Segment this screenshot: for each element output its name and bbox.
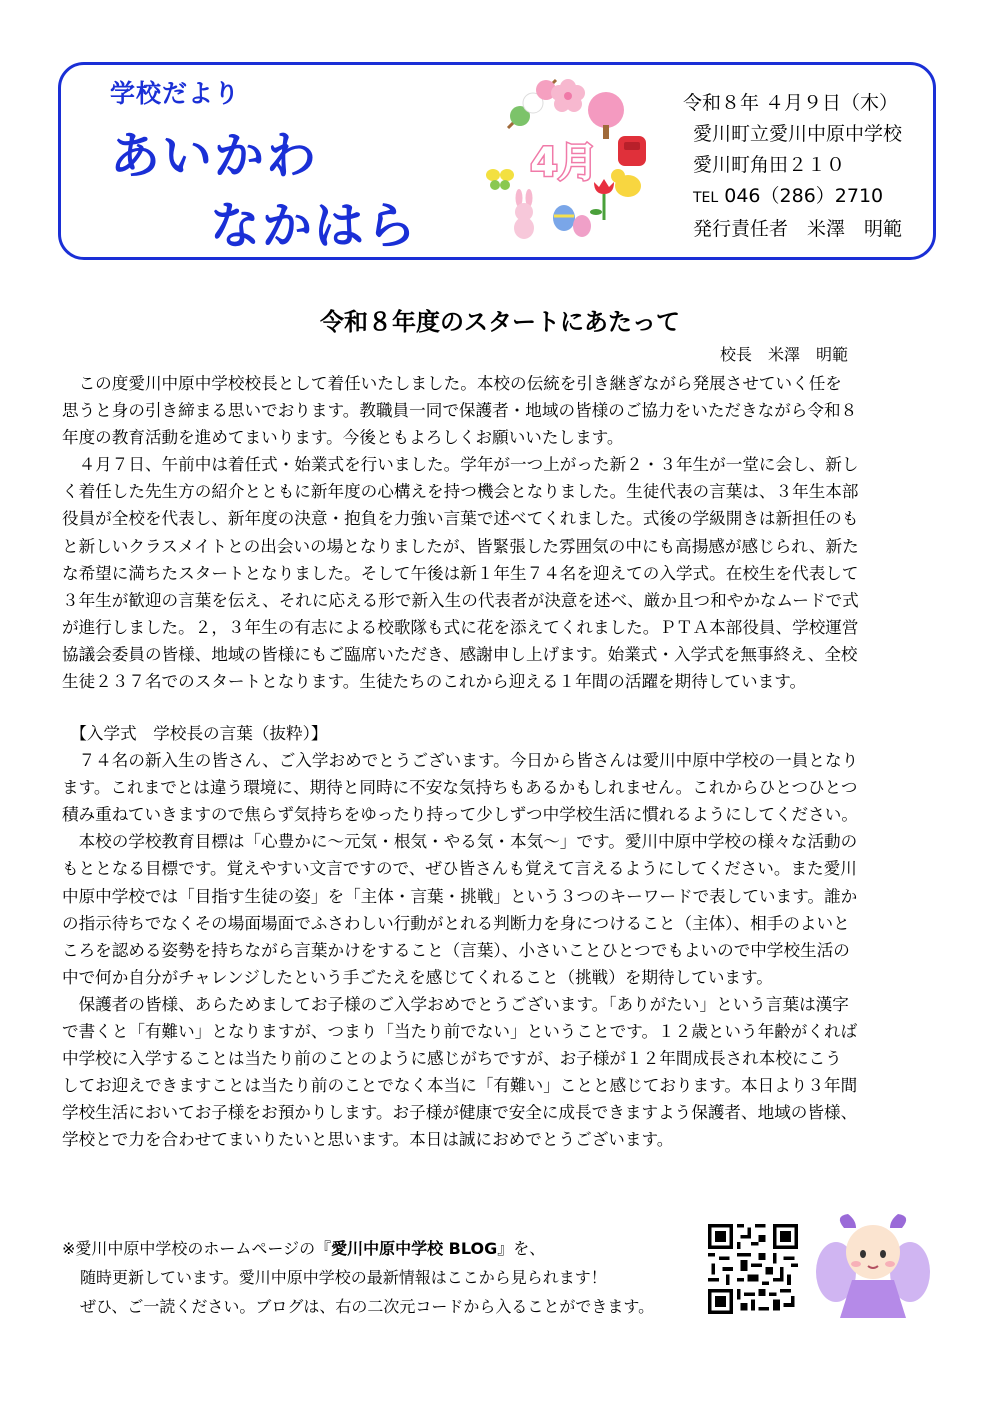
article-line: 年度の教育活動を進めてまいります。今後ともよろしくお願いいたします。 [62,428,624,448]
newsletter-title-line1: あいかわ [110,127,318,185]
issue-date: 令和８年 ４月９日（木） [683,92,899,114]
article-title: 令和８年度のスタートにあたって [320,308,680,336]
speech-line: の指示待ちでなくその場面場面でふさわしい行動がとれる判断力を身につけること（主体）、相手のよいと [62,913,850,933]
spring-wreath-icon [478,70,658,252]
school-name: 愛川町立愛川中原中学校 [693,123,903,145]
speech-line: 保護者の皆様、あらためましてお子様のご入学おめでとうございます。「ありがたい」という言葉は漢字 [62,994,849,1014]
article-line: ３年生が歓迎の言葉を伝え、それに応える形で新入生の代表者が決意を述べ、厳か且つ和やかなムードで式 [62,590,859,610]
speech-heading: 【入学式 学校長の言葉（抜粋）】 [62,724,328,743]
blog-notice-prefix: ※愛川中原中学校のホームページの『 [62,1239,332,1258]
article-line: 協議会委員の皆様、地域の皆様にもご臨席いただき、感謝申し上げます。始業式・入学式を無事終え、全校 [62,644,858,664]
article-line: この度愛川中原中学校校長として着任いたしました。本校の伝統を引き継ぎながら発展させていく任を [62,374,842,393]
speech-line: 中学校に入学することは当たり前のことのように感じがちですが、お子様が１２年間成長され本校にこう [62,1049,842,1069]
speech-line: ７４名の新入生の皆さん、ご入学おめでとうございます。今日から皆さんは愛川中原中学校の一員となり [62,751,859,771]
article-body [62,370,942,695]
blog-notice-line1 [62,1234,654,1263]
article-line: 役員が全校を代表し、新年度の決意・抱負を力強い言葉で述べてくれました。式後の学級開きは新担任のも [62,509,859,529]
article-line: が進行しました。２，３年生の有志による校歌隊も式に花を添えてくれました。ＰＴＡ本部役員、学校運営 [62,617,859,637]
article-line: と新しいクラスメイトとの出会いの場となりましたが、皆緊張した雰囲気の中にも高揚感が感じられ、新た [62,536,859,556]
school-address: 愛川町角田２１０ [693,154,846,176]
blog-notice-line2: 随時更新しています。愛川中原中学校の最新情報はここから見られます！ [80,1268,607,1287]
tel-mark: TEL [693,190,719,206]
article-line: ４月７日、午前中は着任式・始業式を行いました。学年が一つ上がった新２・３年生が一堂に会し、新し [62,455,859,475]
blog-name: 愛川中原中学校 BLOG [331,1239,498,1258]
speech-line: 本校の学校教育目標は「心豊かに～元気・根気・やる気・本気～」です。愛川中原中学校の様々な活動の [62,832,858,852]
blog-notice-line3: ぜひ、ご一読ください。ブログは、右の二次元コードから入ることができます。 [80,1297,655,1316]
article-line: く着任した先生方の紹介とともに新年度の心構えを持つ機会となりました。生徒代表の言葉は、３年生本部 [62,482,859,502]
speech-line: 学校生活においてお子様をお預かりします。お子様が健康で安全に成長できますよう保護者、地域の皆様、 [62,1103,858,1123]
newsletter-title-line2: なかはら [210,197,418,255]
speech-line: 中原中学校では「目指す生徒の姿」を「主体・言葉・挑戦」という３つのキーワードで表しています。誰か [62,886,858,906]
speech-line: 学校とで力を合わせてまいりたいと思います。本日は誠におめでとうございます。 [62,1130,674,1150]
speech-line: 中で何か自分がチャレンジしたという手ごたえを感じてくれること（挑戦）を期待しています。 [62,967,773,987]
speech-line: ころを認める姿勢を持ちながら言葉かけをすること（言葉）、小さいことひとつでもよいので中学校生活の [62,940,850,960]
speech-line: で書くと「有難い」となりますが、つまり「当たり前でない」ということです。１２歳という年齢がくれば [62,1022,858,1042]
speech-line: ます。これまでとは違う環境に、期待と同時に不安な気持ちもあるかもしれません。これからひとつひとつ [62,778,858,798]
school-phone [683,181,902,214]
issue-info [683,88,902,245]
article-author: 校長 米澤 明範 [720,345,849,364]
article-line: 思うと身の引き締まる思いでおります。教職員一同で保護者・地域の皆様のご協力をいただきながら令和８ [62,401,858,421]
article-line: 生徒２３７名でのスタートとなります。生徒たちのこれから迎える１年間の活躍を期待しています。 [62,672,807,692]
blog-notice-suffix: 』を、 [497,1239,546,1258]
publisher: 発行責任者 米澤 明範 [693,218,903,240]
speech-line: もととなる目標です。覚えやすい文言ですので、ぜひ皆さんも覚えて言えるようにしてください。また愛川 [62,859,857,879]
tel-number: 046（286）2710 [724,185,884,207]
fairy-mascot-icon [814,1210,932,1322]
speech-line: 積み重ねていきますので焦らず気持ちをゆったり持って少しずつ中学校生活に慣れるようにしてください。 [62,805,858,825]
blog-notice [62,1234,654,1321]
article-line: な希望に満ちたスタートとなりました。そして午後は新１年生７４名を迎えての入学式。在校生を代表して [62,563,859,583]
speech-section [62,720,942,1154]
newsletter-label: 学校だより [110,79,241,108]
month-badge: 4月 [530,140,598,186]
speech-line: してお迎えできますことは当たり前のことでなく本当に「有難い」ことと感じております。本日より３年間 [62,1076,858,1096]
qr-code-icon [708,1224,798,1314]
